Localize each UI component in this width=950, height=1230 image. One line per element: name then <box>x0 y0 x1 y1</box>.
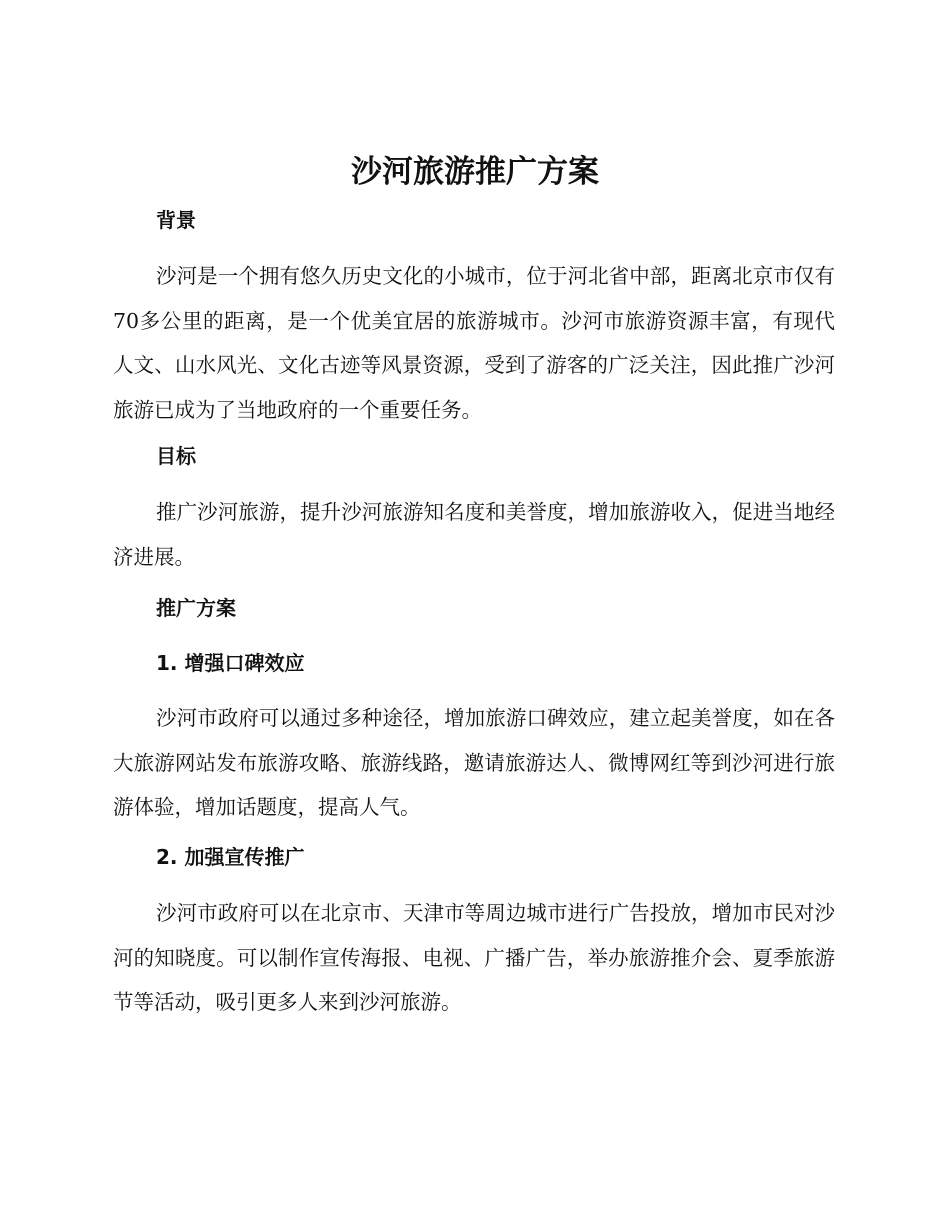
section-heading-word-of-mouth: 1. 增强口碑效应 <box>156 651 305 675</box>
section-heading-goal: 目标 <box>156 444 196 468</box>
section-heading-promotion-plan: 推广方案 <box>156 596 236 620</box>
section-paragraph-publicity: 沙河市政府可以在北京市、天津市等周边城市进行广告投放，增加市民对沙河的知晓度。可以制作宣传海报、电视、广播广告，举办旅游推介会、夏季旅游节等活动，吸引更多人来到沙河旅游。 <box>113 901 835 1015</box>
section-paragraph-background: 沙河是一个拥有悠久历史文化的小城市，位于河北省中部，距离北京市仅有70多公里的距离，是一个优美宜居的旅游城市。沙河市旅游资源丰富，有现代人文、山水风光、文化古迹等风景资源，受到了游客的广泛关注，因此推广沙河旅游已成为了当地政府的一个重要任务。 <box>113 264 835 423</box>
section-heading-background: 背景 <box>156 208 196 232</box>
section-paragraph-word-of-mouth: 沙河市政府可以通过多种途径，增加旅游口碑效应，建立起美誉度，如在各大旅游网站发布旅游攻略、旅游线路，邀请旅游达人、微博网红等到沙河进行旅游体验，增加话题度，提高人气。 <box>113 706 835 820</box>
section-heading-publicity: 2. 加强宣传推广 <box>156 845 305 869</box>
document-title: 沙河旅游推广方案 <box>351 154 599 190</box>
section-paragraph-goal: 推广沙河旅游，提升沙河旅游知名度和美誉度，增加旅游收入，促进当地经济进展。 <box>113 500 835 569</box>
